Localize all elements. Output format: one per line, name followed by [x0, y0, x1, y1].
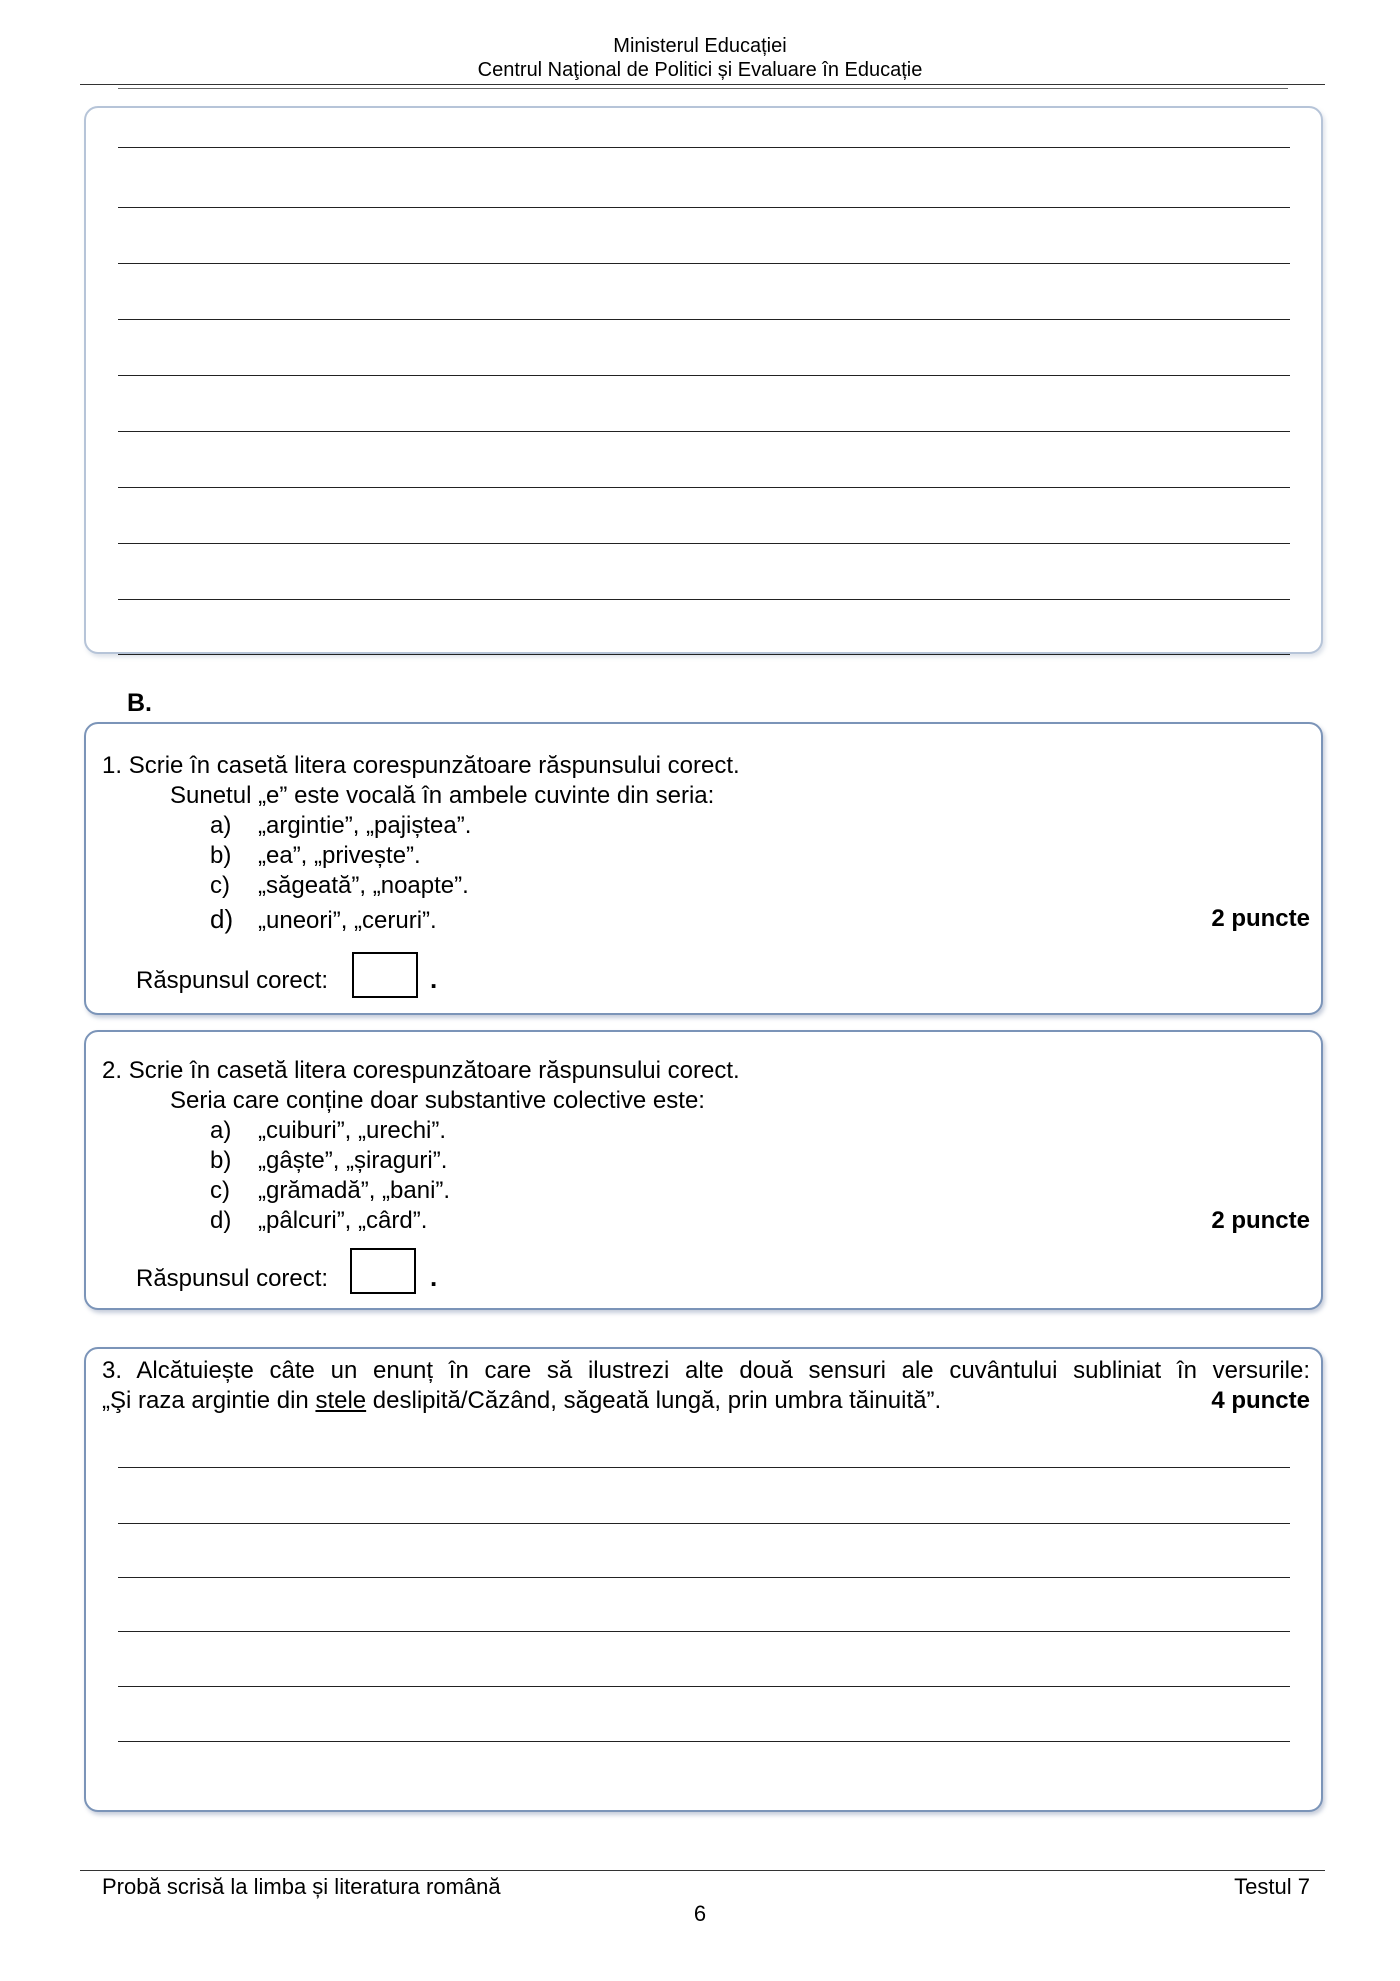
writing-line[interactable] — [118, 263, 1290, 264]
question-3-line1-row — [102, 1356, 1310, 1386]
footer-rule — [80, 1870, 1325, 1871]
writing-line[interactable] — [118, 1631, 1290, 1632]
writing-line[interactable] — [118, 599, 1290, 600]
question-1-option-c — [210, 871, 469, 901]
verse-after: deslipită/Căzând, săgeată lungă, prin umbra tăinuită”. — [366, 1387, 942, 1414]
option-text: „argintie”, „pajiștea”. — [258, 812, 472, 839]
question-1-answer-box[interactable] — [352, 952, 418, 998]
question-1-option-b — [210, 841, 421, 871]
question-3-instruction: Alcătuiește câte un enunț în care să ilustrezi alte două sensuri ale cuvântului subliniat în versurile: — [136, 1357, 1310, 1384]
question-3-points: 4 puncte — [1211, 1387, 1310, 1414]
option-letter: d) — [210, 1207, 232, 1234]
writing-area-continued — [84, 106, 1323, 654]
question-1-answer-label: Răspunsul corect: — [136, 967, 329, 994]
option-text: „pâlcuri”, „cârd”. — [258, 1207, 428, 1234]
question-1-option-d — [210, 904, 437, 936]
question-2-option-a — [210, 1116, 446, 1146]
writing-line[interactable] — [118, 207, 1290, 208]
header-rule-secondary — [118, 88, 1288, 89]
writing-line[interactable] — [118, 1467, 1290, 1468]
question-2-option-b — [210, 1146, 447, 1176]
option-letter: d) — [210, 904, 234, 934]
question-1-option-a — [210, 811, 471, 841]
option-text: „cuiburi”, „urechi”. — [258, 1117, 447, 1144]
footer-test-number: Testul 7 — [1234, 1874, 1310, 1899]
question-1-number: 1. — [102, 752, 123, 779]
writing-line[interactable] — [118, 1741, 1290, 1742]
writing-line[interactable] — [118, 431, 1290, 432]
question-2-answer-box[interactable] — [350, 1248, 416, 1294]
writing-line[interactable] — [118, 375, 1290, 376]
question-3-box — [84, 1347, 1323, 1812]
question-2-option-c — [210, 1176, 450, 1206]
question-3-verses — [102, 1386, 941, 1416]
verse-before: „Şi raza argintie din — [102, 1387, 316, 1414]
question-1-instruction-row — [102, 751, 740, 781]
option-letter: c) — [210, 1177, 230, 1204]
question-2-instruction-row — [102, 1056, 740, 1086]
page-number: 6 — [693, 1901, 707, 1926]
option-text: „uneori”, „ceruri”. — [258, 907, 437, 934]
answer-dot: . — [430, 964, 438, 994]
question-2-option-d — [210, 1206, 427, 1236]
question-2-text: Seria care conține doar substantive colective este: — [170, 1087, 705, 1114]
option-text: „ea”, „privește”. — [258, 842, 421, 869]
option-letter: a) — [210, 812, 232, 839]
option-letter: c) — [210, 872, 230, 899]
writing-line[interactable] — [118, 147, 1290, 148]
option-text: „săgeată”, „noapte”. — [258, 872, 469, 899]
option-letter: a) — [210, 1117, 232, 1144]
header-ministry: Ministerul Educației — [613, 35, 787, 57]
question-2-points: 2 puncte — [1211, 1207, 1310, 1234]
question-1-text: Sunetul „e” este vocală în ambele cuvinte din seria: — [170, 782, 715, 809]
writing-line[interactable] — [118, 319, 1290, 320]
question-2-instruction: Scrie în casetă litera corespunzătoare răspunsului corect. — [128, 1057, 740, 1084]
option-text: „grămadă”, „bani”. — [258, 1177, 451, 1204]
question-2-answer-label: Răspunsul corect: — [136, 1265, 329, 1292]
writing-line[interactable] — [118, 543, 1290, 544]
answer-dot: . — [430, 1262, 438, 1292]
header-rule — [80, 84, 1325, 85]
option-letter: b) — [210, 1147, 232, 1174]
question-1-points: 2 puncte — [1211, 905, 1310, 932]
writing-line[interactable] — [118, 487, 1290, 488]
writing-line[interactable] — [118, 1686, 1290, 1687]
writing-line[interactable] — [118, 654, 1290, 655]
section-label: B. — [127, 689, 152, 717]
page-header — [0, 34, 1400, 82]
underlined-word: stele — [315, 1387, 367, 1414]
question-2-number: 2. — [102, 1057, 123, 1084]
option-text: „gâște”, „șiraguri”. — [258, 1147, 448, 1174]
writing-line[interactable] — [118, 1523, 1290, 1524]
option-letter: b) — [210, 842, 232, 869]
writing-line[interactable] — [118, 1577, 1290, 1578]
question-1-instruction: Scrie în casetă litera corespunzătoare răspunsului corect. — [128, 752, 740, 779]
footer-exam-title: Probă scrisă la limba și literatura română — [102, 1874, 501, 1899]
header-center: Centrul Naţional de Politici și Evaluare în Educație — [477, 59, 923, 81]
question-3-number: 3. — [102, 1357, 123, 1384]
